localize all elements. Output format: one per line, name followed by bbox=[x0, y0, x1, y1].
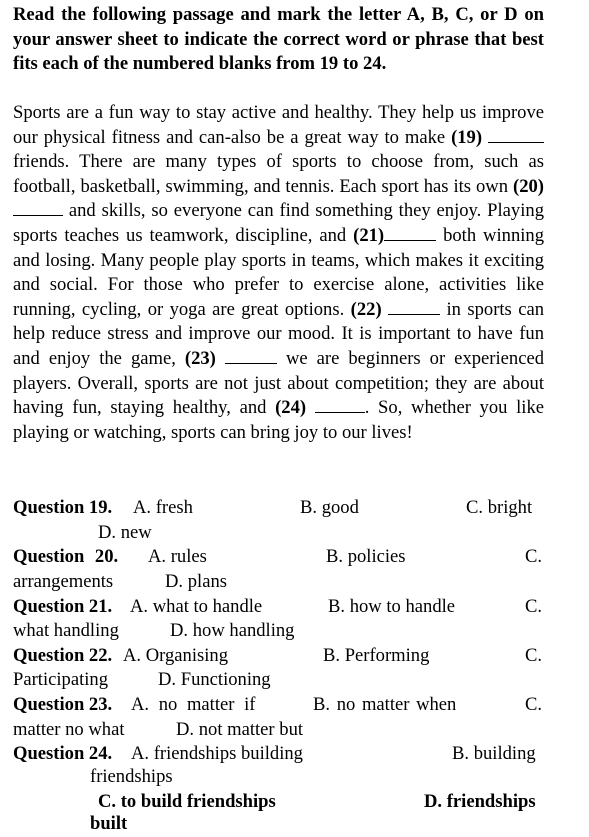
option-a[interactable]: A. what to handle bbox=[130, 596, 263, 617]
question-label: Question 21. bbox=[13, 596, 113, 617]
blank-21 bbox=[384, 225, 436, 241]
question-label: Question 20. bbox=[13, 546, 119, 567]
blank-number-22: (22) bbox=[350, 298, 382, 320]
option-a[interactable]: A. friendships building bbox=[131, 743, 303, 764]
blank-number-24: (24) bbox=[275, 397, 307, 419]
option-c[interactable]: C. bbox=[525, 694, 543, 715]
blank-23 bbox=[225, 348, 277, 364]
option-c[interactable]: C. bbox=[525, 645, 543, 666]
option-d[interactable]: D. friendships bbox=[424, 791, 536, 812]
option-a[interactable]: A. no matter if bbox=[131, 694, 256, 715]
passage bbox=[13, 101, 544, 445]
option-b[interactable]: B. how to handle bbox=[328, 596, 456, 617]
blank-number-23: (23) bbox=[184, 347, 216, 369]
blank-20 bbox=[13, 200, 63, 216]
question-label: Question 19. bbox=[13, 497, 113, 518]
blank-number-19: (19) bbox=[451, 126, 483, 148]
option-c[interactable]: C. bbox=[525, 546, 543, 567]
option-d-text[interactable]: built bbox=[90, 813, 128, 834]
passage-text: we are beginners or experienced players. Overall, sports are not just about competition; they are about having fun, staying healthy, and bbox=[13, 347, 544, 419]
option-a[interactable]: A. Organising bbox=[123, 645, 229, 666]
option-c[interactable]: C. bbox=[525, 596, 543, 617]
option-b[interactable]: B. building bbox=[452, 743, 536, 764]
option-c-text[interactable]: arrangements bbox=[13, 571, 114, 592]
option-b[interactable]: B. good bbox=[300, 497, 359, 518]
passage-text: Sports are a fun way to stay active and healthy. They help us improve our physical fitness and can-also be a great way to make bbox=[13, 102, 544, 148]
question-label: Question 23. bbox=[13, 694, 113, 715]
option-b[interactable]: B. policies bbox=[326, 546, 406, 567]
option-c-text[interactable]: Participating bbox=[13, 669, 109, 690]
option-d[interactable]: D. plans bbox=[165, 571, 227, 592]
option-d[interactable]: D. how handling bbox=[170, 620, 295, 641]
passage-text: both winning and losing. Many people play sports in teams, which makes it exciting and social. For those who prefer to exercise alone, activities like running, cycling, or yoga are great options. bbox=[13, 224, 545, 320]
option-c-text[interactable]: matter no what bbox=[13, 719, 125, 740]
instruction-text: Read the following passage and mark the letter A, B, C, or D on your answer sheet to indicate the correct word or phrase that best fits each of the numbered blanks from 19 to 24. bbox=[13, 4, 544, 75]
blank-19 bbox=[488, 127, 544, 143]
passage-text: friends. There are many types of sports to choose from, such as football, basketball, swimming, and tennis. Each sport has its own bbox=[13, 151, 544, 197]
blank-22 bbox=[388, 299, 440, 315]
passage-text: . So, whether you like playing or watching, sports can bring joy to our lives! bbox=[13, 397, 544, 443]
option-c-text[interactable]: what handling bbox=[13, 620, 119, 641]
blank-number-21: (21) bbox=[353, 224, 385, 246]
option-c[interactable]: C. bright bbox=[466, 497, 533, 518]
option-a[interactable]: A. fresh bbox=[133, 497, 193, 518]
option-a[interactable]: A. rules bbox=[148, 546, 207, 567]
option-b-text[interactable]: friendships bbox=[90, 766, 173, 787]
blank-number-20: (20) bbox=[513, 175, 544, 197]
option-b[interactable]: B. Performing bbox=[323, 645, 430, 666]
blank-24 bbox=[315, 397, 365, 413]
option-b[interactable]: B. no matter when bbox=[313, 694, 457, 715]
question-label: Question 22. bbox=[13, 645, 113, 666]
passage-text: and skills, so everyone can find something they enjoy. Playing sports teaches us teamwork, discipline, and bbox=[13, 200, 544, 246]
passage-text: in sports can help reduce stress and improve our mood. It is important to have fun and enjoy the game, bbox=[13, 298, 544, 369]
option-c[interactable]: C. to build friendships bbox=[98, 791, 276, 812]
option-d[interactable]: D. not matter but bbox=[176, 719, 304, 740]
option-d[interactable]: D. new bbox=[98, 522, 152, 543]
option-d[interactable]: D. Functioning bbox=[158, 669, 271, 690]
question-label: Question 24. bbox=[13, 743, 113, 764]
